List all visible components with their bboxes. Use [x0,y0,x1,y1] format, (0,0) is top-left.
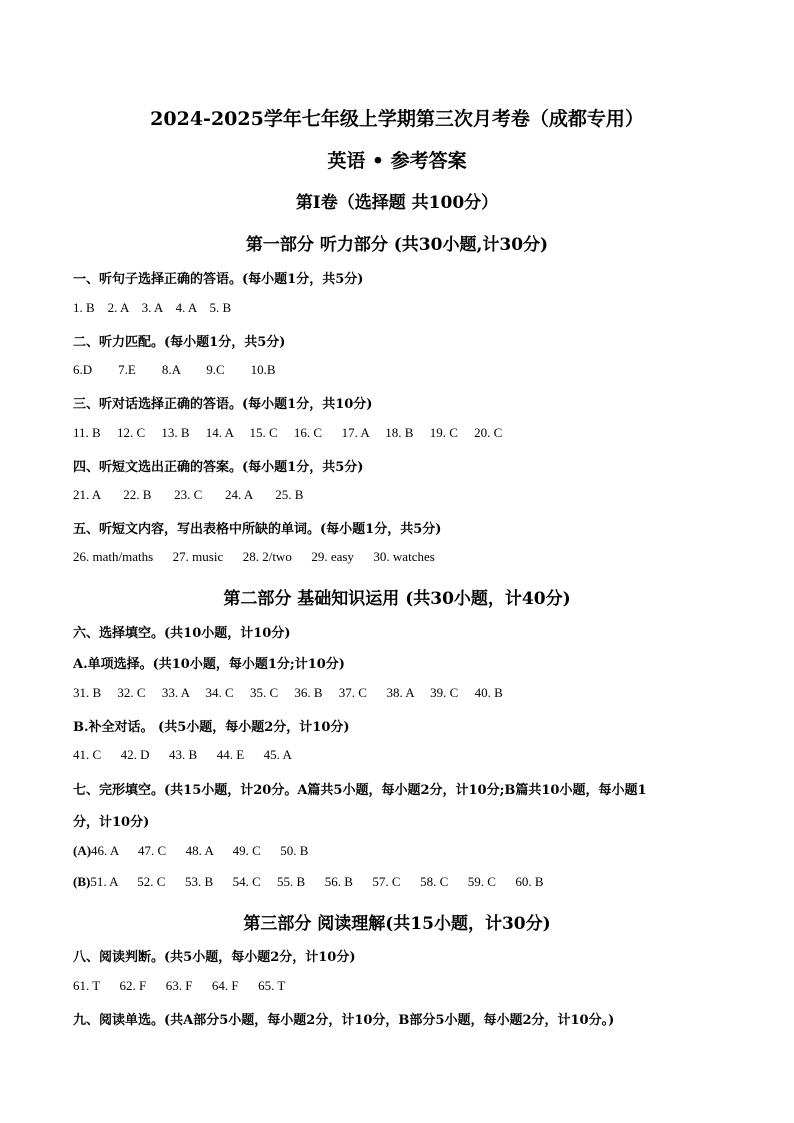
section-heading-5: 五、听短文内容，写出表格中所缺的单词。(每小题1分，共5分) [73,522,442,537]
answers-section-4: 21. A 22. B 23. C 24. A 25. B [73,487,304,502]
volume-heading: 第I卷（选择题 共100分） [295,193,499,213]
section-heading-1: 一、听句子选择正确的答语。(每小题1分，共5分) [73,272,364,287]
answers-section-1: 1. B 2. A 3. A 4. A 5. B [73,300,232,315]
answers-7b-values: 51. A 52. C 53. B 54. C 55. B 56. B 57. C 58. C 59. C 60. B [90,874,544,889]
answers-section-3: 11. B 12. C 13. B 14. A 15. C 16. C 17. A 18. B 19. C 20. C [73,425,503,440]
document-title: 2024-2025学年七年级上学期第三次月考卷（成都专用） [150,108,644,130]
answers-section-7b [73,874,544,890]
answers-section-2: 6.D 7.E 8.A 9.C 10.B [73,362,276,377]
part-heading-listening: 第一部分 听力部分 (共30小题,计30分) [245,235,549,255]
answers-section-6a: 31. B 32. C 33. A 34. C 35. C 36. B 37. C 38. A 39. C 40. B [73,685,503,700]
section-heading-2: 二、听力匹配。(每小题1分，共5分) [73,335,286,350]
answers-7b-label: (B) [73,874,91,889]
section-heading-9: 九、阅读单选。(共A部分5小题，每小题2分，计10分，B部分5小题，每小题2分，计10分。) [73,1013,615,1028]
section-heading-6b: B.补全对话。 (共5小题，每小题2分，计10分) [73,720,350,735]
part-heading-reading: 第三部分 阅读理解(共15小题，计30分) [243,914,551,934]
answers-section-7a [73,843,308,859]
document-subtitle: 英语 • 参考答案 [327,150,467,172]
section-heading-7-continued: 分，计10分) [73,815,150,830]
section-heading-8: 八、阅读判断。(共5小题，每小题2分，计10分) [73,950,356,965]
section-heading-6a: A.单项选择。(共10小题，每小题1分;计10分) [73,657,345,672]
part-heading-basic-knowledge: 第二部分 基础知识运用 (共30小题，计40分) [223,589,571,609]
answers-section-6b: 41. C 42. D 43. B 44. E 45. A [73,747,292,762]
answers-7a-values: 46. A 47. C 48. A 49. C 50. B [91,843,309,858]
section-heading-3: 三、听对话选择正确的答语。(每小题1分，共10分) [73,397,373,412]
answers-section-5: 26. math/maths 27. music 28. 2/two 29. easy 30. watches [73,549,435,564]
section-heading-4: 四、听短文选出正确的答案。(每小题1分，共5分) [73,460,364,475]
answers-7a-label: (A) [73,843,92,858]
answers-section-8: 61. T 62. F 63. F 64. F 65. T [73,978,286,993]
section-heading-6: 六、选择填空。(共10小题，计10分) [73,626,291,641]
section-heading-7: 七、完形填空。(共15小题，计20分。A篇共5小题，每小题2分，计10分;B篇共10小题，每小题1 [73,783,647,798]
